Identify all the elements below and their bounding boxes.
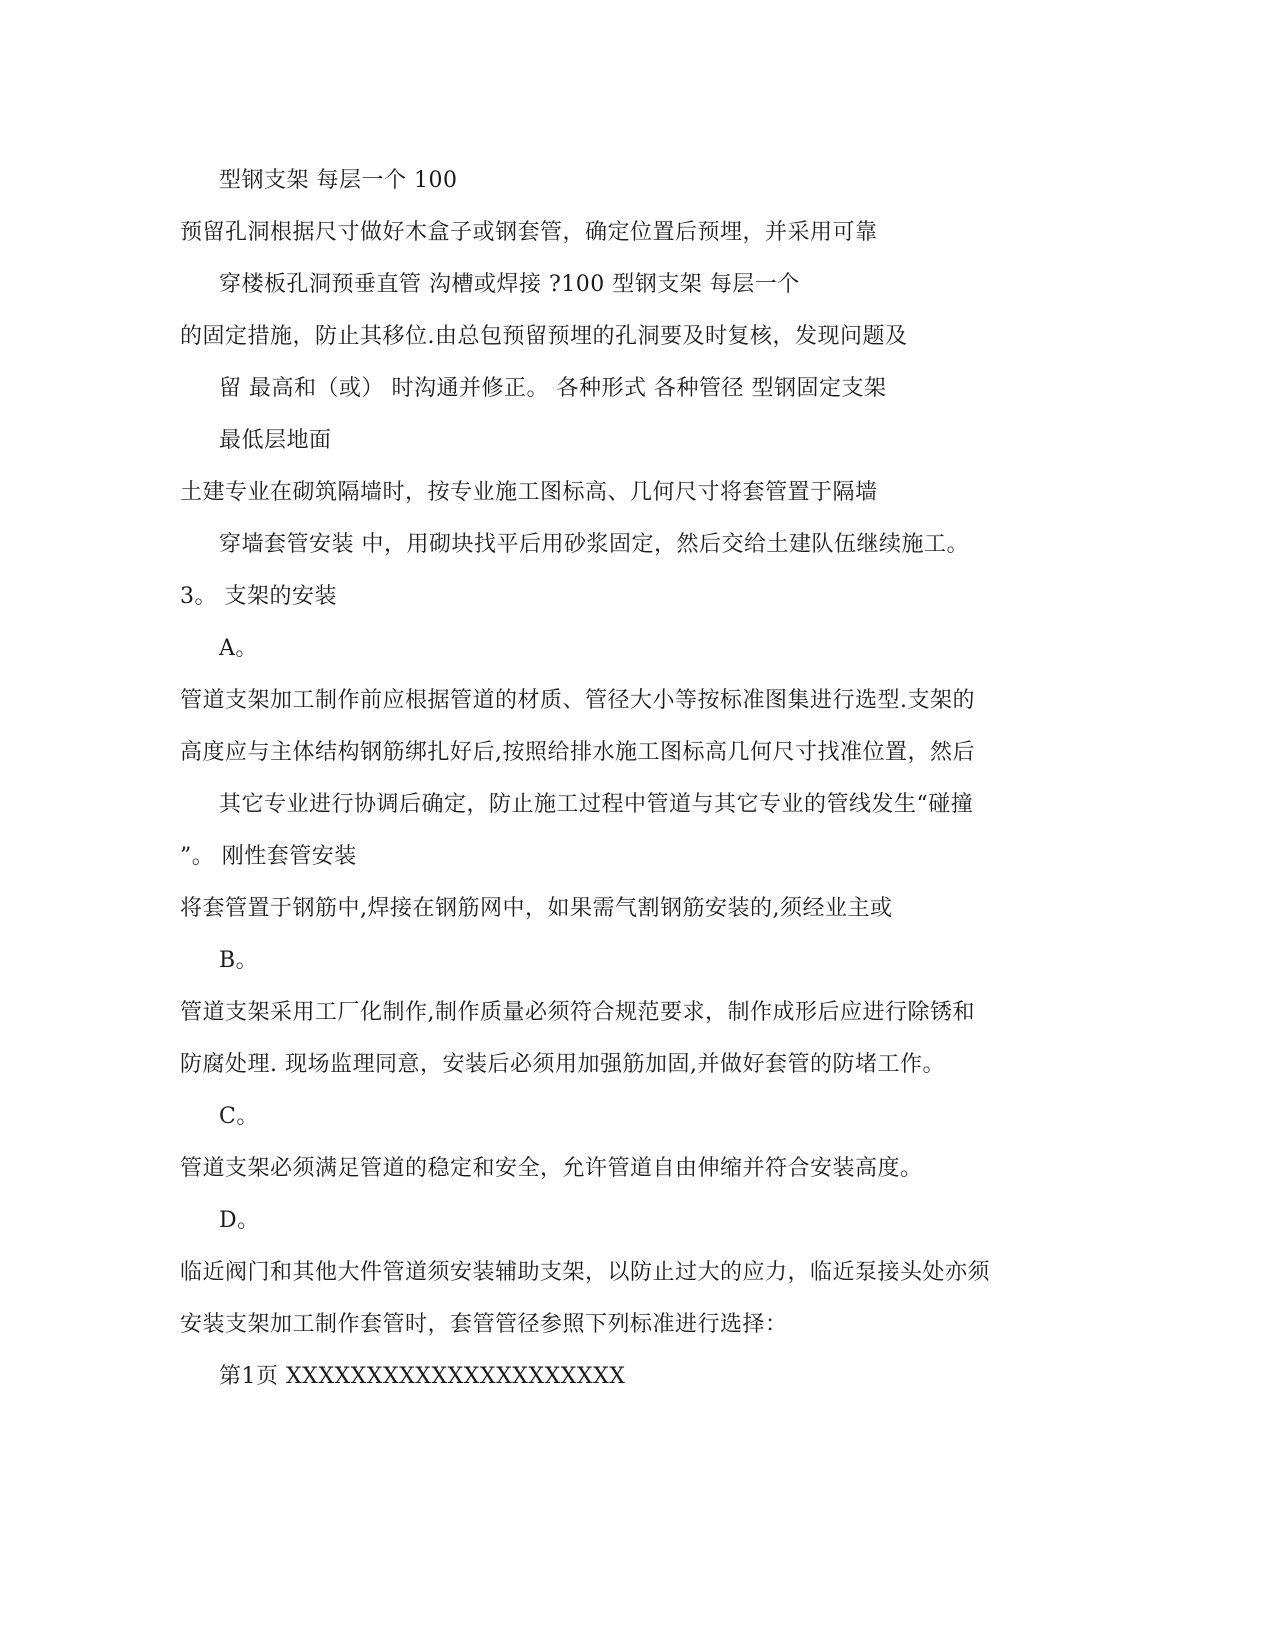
text-line-1: 型钢支架 每层一个 100: [219, 168, 458, 193]
text-line-14: ”。 刚性套管安装: [180, 844, 357, 869]
text-line-3: 穿楼板孔洞预垂直管 沟槽或焊接 ?100 型钢支架 每层一个: [219, 272, 800, 297]
text-line-6: 最低层地面: [219, 428, 332, 453]
text-line-17: 管道支架采用工厂化制作,制作质量必须符合规范要求，制作成形后应进行除锈和: [180, 1000, 975, 1025]
text-line-8: 穿墙套管安装 中，用砌块找平后用砂浆固定，然后交给土建队伍继续施工。: [219, 532, 969, 557]
text-line-22: 临近阀门和其他大件管道须安装辅助支架，以防止过大的应力，临近泵接头处亦须: [180, 1260, 991, 1285]
text-line-2: 预留孔洞根据尺寸做好木盒子或钢套管，确定位置后预埋，并采用可靠: [180, 220, 878, 245]
text-line-7: 土建专业在砌筑隔墙时，按专业施工图标高、几何尺寸将套管置于隔墙: [180, 480, 878, 505]
text-line-4: 的固定措施，防止其移位.由总包预留预埋的孔洞要及时复核，发现问题及: [180, 324, 908, 349]
text-line-15: 将套管置于钢筋中,焊接在钢筋网中，如果需气割钢筋安装的,须经业主或: [180, 896, 893, 921]
item-label-b: B。: [219, 948, 259, 973]
text-line-13: 其它专业进行协调后确定，防止施工过程中管道与其它专业的管线发生“碰撞: [219, 792, 974, 817]
text-line-12: 高度应与主体结构钢筋绑扎好后,按照给排水施工图标高几何尺寸找准位置，然后: [180, 740, 975, 765]
item-label-d: D。: [219, 1208, 260, 1233]
text-line-23: 安装支架加工制作套管时，套管管径参照下列标准进行选择：: [180, 1312, 788, 1337]
page-footer: 第1页 XXXXXXXXXXXXXXXXXXXXX: [219, 1364, 626, 1389]
section-heading: 3。 支架的安装: [180, 584, 337, 609]
item-label-c: C。: [219, 1104, 259, 1129]
text-line-11: 管道支架加工制作前应根据管道的材质、管径大小等按标准图集进行选型.支架的: [180, 688, 975, 713]
text-line-5: 留 最高和（或） 时沟通并修正。 各种形式 各种管径 型钢固定支架: [219, 376, 887, 401]
text-line-18: 防腐处理. 现场监理同意，安装后必须用加强筋加固,并做好套管的防堵工作。: [180, 1052, 945, 1077]
item-label-a: A。: [219, 636, 258, 661]
text-line-20: 管道支架必须满足管道的稳定和安全，允许管道自由伸缩并符合安装高度。: [180, 1156, 923, 1181]
